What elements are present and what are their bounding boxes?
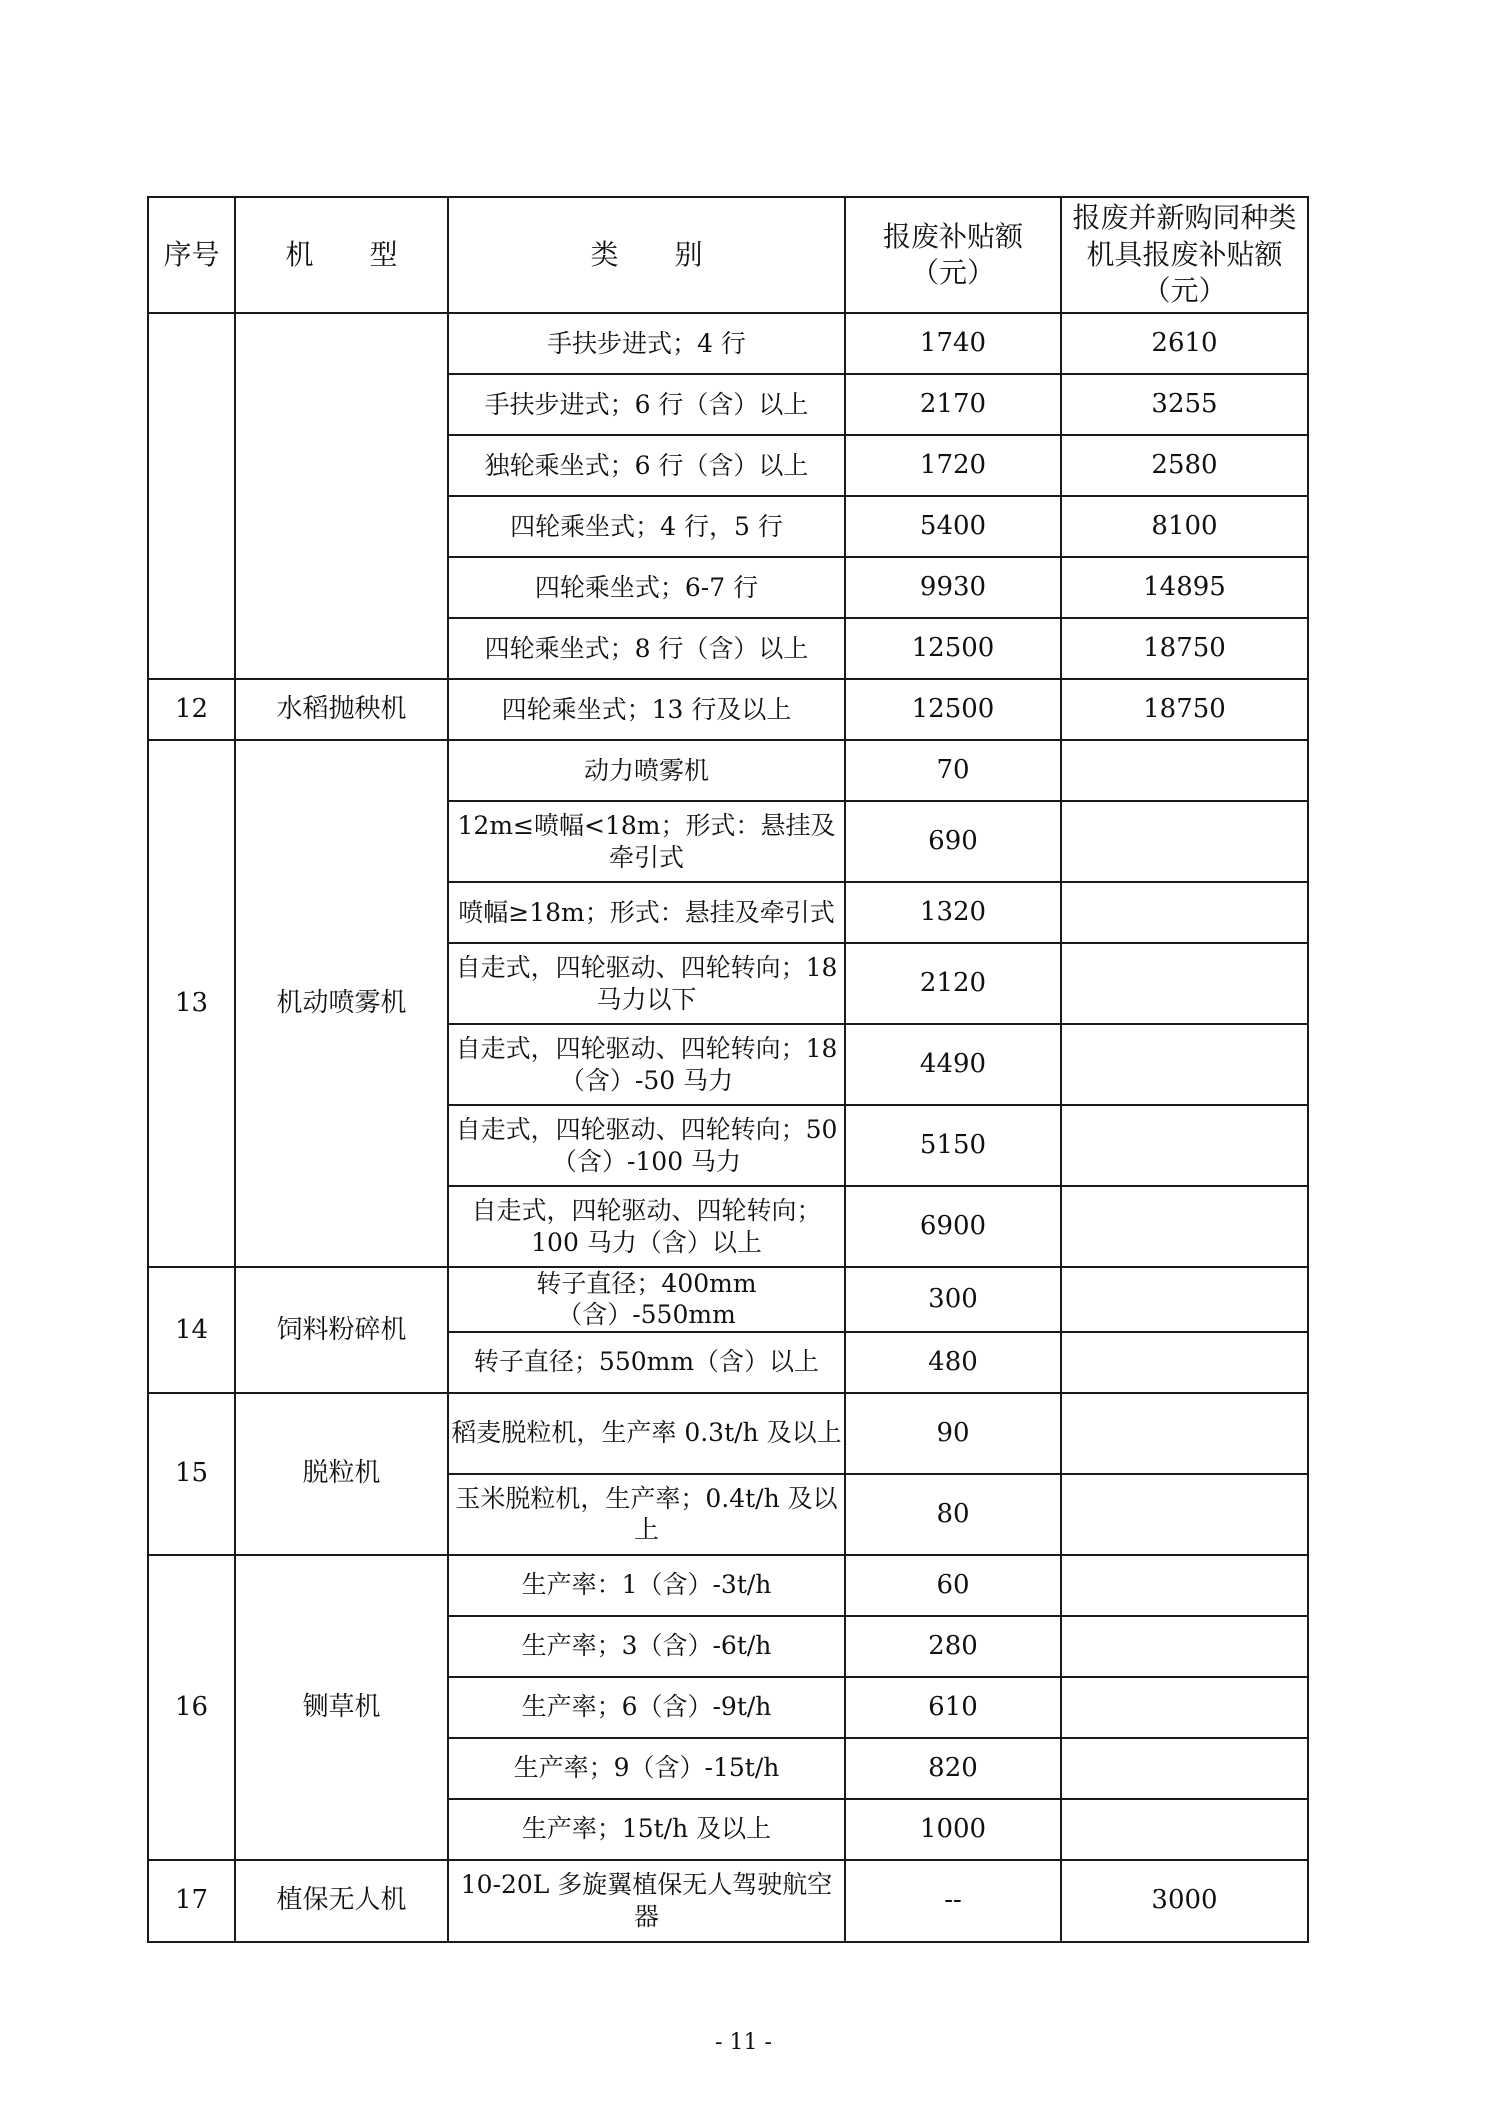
scrap-new-subsidy-cell [1061,1393,1308,1474]
category-cell: 生产率；9（含）-15t/h [448,1738,845,1799]
category-cell: 生产率；3（含）-6t/h [448,1616,845,1677]
seq-cell: 15 [148,1393,235,1555]
category-cell: 稻麦脱粒机，生产率 0.3t/h 及以上 [448,1393,845,1474]
table-row [148,679,1308,740]
scrap-subsidy-cell: 2120 [845,943,1061,1024]
header-category: 类 别 [448,197,845,313]
scrap-subsidy-cell: 90 [845,1393,1061,1474]
scrap-new-subsidy-cell [1061,1799,1308,1860]
scrap-subsidy-cell: 5400 [845,496,1061,557]
scrap-subsidy-cell: 12500 [845,679,1061,740]
scrap-subsidy-cell: 1720 [845,435,1061,496]
seq-cell [148,313,235,679]
category-cell: 四轮乘坐式；6-7 行 [448,557,845,618]
model-cell [235,313,448,679]
model-cell: 机动喷雾机 [235,740,448,1267]
category-cell: 动力喷雾机 [448,740,845,801]
scrap-new-subsidy-cell: 8100 [1061,496,1308,557]
category-cell: 生产率；15t/h 及以上 [448,1799,845,1860]
scrap-subsidy-cell: 1000 [845,1799,1061,1860]
category-cell: 10-20L 多旋翼植保无人驾驶航空器 [448,1860,845,1942]
scrap-subsidy-cell: 5150 [845,1105,1061,1186]
scrap-new-subsidy-cell [1061,1555,1308,1616]
category-cell: 转子直径；400mm（含）-550mm [448,1267,845,1332]
scrap-subsidy-cell: -- [845,1860,1061,1942]
scrap-new-subsidy-cell: 2610 [1061,313,1308,374]
category-cell: 自走式，四轮驱动、四轮转向；100 马力（含）以上 [448,1186,845,1267]
category-cell: 自走式，四轮驱动、四轮转向；18（含）-50 马力 [448,1024,845,1105]
scrap-subsidy-cell: 280 [845,1616,1061,1677]
header-seq: 序号 [148,197,235,313]
seq-cell: 12 [148,679,235,740]
table-body [148,313,1308,1942]
scrap-new-subsidy-cell [1061,1677,1308,1738]
category-cell: 独轮乘坐式；6 行（含）以上 [448,435,845,496]
table-row [148,740,1308,801]
table-row [148,313,1308,374]
table-row [148,1555,1308,1616]
scrap-new-subsidy-cell [1061,1616,1308,1677]
scrap-subsidy-cell: 70 [845,740,1061,801]
scrap-subsidy-cell: 6900 [845,1186,1061,1267]
category-cell: 生产率：1（含）-3t/h [448,1555,845,1616]
scrap-subsidy-cell: 60 [845,1555,1061,1616]
table-row [148,1860,1308,1942]
scrap-new-subsidy-cell [1061,1024,1308,1105]
model-cell: 水稻抛秧机 [235,679,448,740]
scrap-subsidy-cell: 820 [845,1738,1061,1799]
scrap-new-subsidy-cell [1061,1105,1308,1186]
model-cell: 植保无人机 [235,1860,448,1942]
header-scrap-new-subsidy: 报废并新购同种类机具报废补贴额（元） [1061,197,1308,313]
scrap-subsidy-cell: 4490 [845,1024,1061,1105]
scrap-new-subsidy-cell [1061,1474,1308,1555]
subsidy-table [147,196,1309,1943]
scrap-new-subsidy-cell [1061,740,1308,801]
seq-cell: 14 [148,1267,235,1393]
scrap-subsidy-cell: 1740 [845,313,1061,374]
scrap-new-subsidy-cell [1061,1186,1308,1267]
category-cell: 生产率；6（含）-9t/h [448,1677,845,1738]
scrap-subsidy-cell: 2170 [845,374,1061,435]
scrap-new-subsidy-cell [1061,1267,1308,1332]
scrap-subsidy-cell: 9930 [845,557,1061,618]
seq-cell: 17 [148,1860,235,1942]
scrap-new-subsidy-cell: 18750 [1061,679,1308,740]
scrap-subsidy-cell: 12500 [845,618,1061,679]
scrap-new-subsidy-cell: 14895 [1061,557,1308,618]
category-cell: 12m≤喷幅<18m；形式：悬挂及牵引式 [448,801,845,882]
scrap-subsidy-cell: 300 [845,1267,1061,1332]
seq-cell: 13 [148,740,235,1267]
table-row [148,1267,1308,1332]
model-cell: 铡草机 [235,1555,448,1860]
page-number: - 11 - [715,2030,772,2055]
header-model: 机 型 [235,197,448,313]
scrap-new-subsidy-cell [1061,1738,1308,1799]
scrap-new-subsidy-cell [1061,801,1308,882]
scrap-new-subsidy-cell [1061,1332,1308,1393]
category-cell: 喷幅≥18m；形式：悬挂及牵引式 [448,882,845,943]
table-row [148,1393,1308,1474]
scrap-subsidy-cell: 610 [845,1677,1061,1738]
category-cell: 四轮乘坐式；8 行（含）以上 [448,618,845,679]
scrap-new-subsidy-cell [1061,882,1308,943]
category-cell: 玉米脱粒机，生产率；0.4t/h 及以上 [448,1474,845,1555]
scrap-subsidy-cell: 690 [845,801,1061,882]
model-cell: 饲料粉碎机 [235,1267,448,1393]
category-cell: 手扶步进式；4 行 [448,313,845,374]
category-cell: 四轮乘坐式；13 行及以上 [448,679,845,740]
category-cell: 手扶步进式；6 行（含）以上 [448,374,845,435]
scrap-new-subsidy-cell: 2580 [1061,435,1308,496]
scrap-subsidy-cell: 1320 [845,882,1061,943]
scrap-new-subsidy-cell [1061,943,1308,1024]
scrap-subsidy-cell: 80 [845,1474,1061,1555]
header-scrap-subsidy: 报废补贴额（元） [845,197,1061,313]
model-cell: 脱粒机 [235,1393,448,1555]
category-cell: 四轮乘坐式；4 行，5 行 [448,496,845,557]
category-cell: 转子直径；550mm（含）以上 [448,1332,845,1393]
scrap-new-subsidy-cell: 3000 [1061,1860,1308,1942]
scrap-new-subsidy-cell: 3255 [1061,374,1308,435]
category-cell: 自走式，四轮驱动、四轮转向；50（含）-100 马力 [448,1105,845,1186]
category-cell: 自走式，四轮驱动、四轮转向；18 马力以下 [448,943,845,1024]
scrap-subsidy-cell: 480 [845,1332,1061,1393]
scrap-new-subsidy-cell: 18750 [1061,618,1308,679]
seq-cell: 16 [148,1555,235,1860]
header-row [148,197,1308,313]
